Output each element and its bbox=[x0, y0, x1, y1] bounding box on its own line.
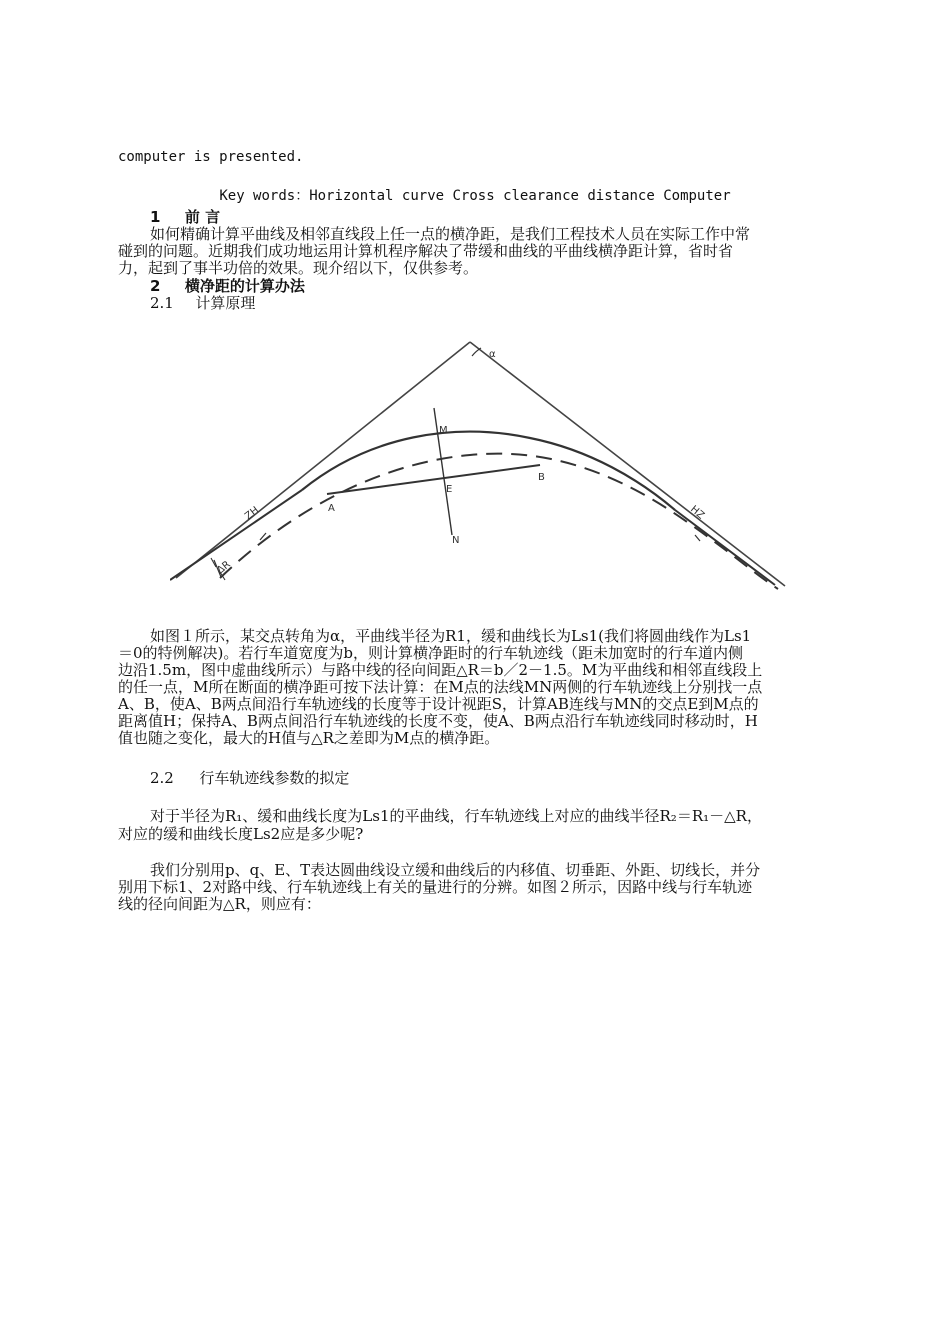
keywords-text: Horizontal curve Cross clearance distance Computer bbox=[309, 188, 731, 204]
figure-paragraph-line-1: 如图１所示，某交点转角为α，平曲线半径为R1，缓和曲线长为Ls1(我们将圆曲线作为Ls1 bbox=[150, 627, 752, 645]
figure-paragraph-line-6: 距离值H；保持A、B两点间沿行车轨迹线的长度不变，使A、B两点沿行车轨迹线同时移动时，H bbox=[118, 712, 758, 730]
section-2-heading bbox=[150, 278, 866, 295]
label-e: E bbox=[446, 484, 453, 495]
section-1-number: 1 bbox=[150, 208, 161, 226]
figure-paragraph-line-4: 的任一点，M所在断面的横净距可按下法计算：在M点的法线MN两侧的行车轨迹线上分别找一点 bbox=[118, 678, 763, 696]
label-n: N bbox=[452, 535, 460, 546]
section-1-paragraph-line-3: 力，起到了事半功倍的效果。现介绍以下，仅供参考。 bbox=[118, 259, 479, 277]
section-1-title: 前 言 bbox=[184, 208, 221, 226]
figure-paragraph-line-5: A、B，使A、B两点间沿行车轨迹线的长度等于设计视距S，计算AB连线与MN的交点E到M点的 bbox=[118, 695, 759, 713]
section-1-paragraph-line-2: 碰到的问题。近期我们成功地运用计算机程序解决了带缓和曲线的平曲线横净距计算，省时省 bbox=[118, 242, 734, 260]
keywords-label: Key words： bbox=[219, 188, 310, 204]
figure-1 bbox=[170, 330, 790, 610]
section-2-2-paragraph-1-line-1: 对于半径为R₁、缓和曲线长度为Ls1的平曲线，行车轨迹线上对应的曲线半径R₂＝R₁－△R， bbox=[150, 807, 762, 825]
figure-1-svg bbox=[170, 330, 790, 610]
label-hz: HZ bbox=[688, 503, 707, 522]
figure-paragraph-line-3: 边沿1.5m，图中虚曲线所示）与路中线的径向间距△R＝b／2－1.5。M为平曲线和相邻直线段上 bbox=[118, 661, 763, 679]
figure-paragraph-line-7: 值也随之变化，最大的H值与△R之差即为M点的横净距。 bbox=[118, 729, 500, 747]
keywords-line bbox=[0, 188, 950, 205]
section-2-1-number: 2.1 bbox=[150, 294, 174, 312]
label-delta-r: ΔR bbox=[215, 559, 233, 577]
section-2-2-paragraph-1-line-2: 对应的缓和曲线长度Ls2应是多少呢? bbox=[118, 825, 364, 843]
label-a: A bbox=[328, 503, 335, 514]
section-1-paragraph-line-1: 如何精确计算平曲线及相邻直线段上任一点的横净距，是我们工程技术人员在实际工作中常 bbox=[150, 225, 751, 243]
section-2-title: 横净距的计算办法 bbox=[184, 277, 305, 295]
section-2-1-heading bbox=[150, 295, 866, 312]
figure-paragraph-line-2: ＝0的特例解决)。若行车道宽度为b，则计算横净距时的行车轨迹线（距未加宽时的行车道内侧 bbox=[118, 644, 744, 662]
figure-background bbox=[170, 330, 790, 610]
section-2-2-number: 2.2 bbox=[150, 769, 174, 787]
label-alpha: α bbox=[489, 349, 496, 360]
label-m: M bbox=[439, 425, 448, 436]
label-zh: ZH bbox=[243, 504, 262, 523]
abstract-tail: computer is presented. bbox=[118, 149, 304, 165]
section-2-2-heading bbox=[150, 770, 866, 787]
label-b: B bbox=[538, 472, 545, 483]
section-2-number: 2 bbox=[150, 277, 161, 295]
section-2-2-paragraph-2-line-3: 线的径向间距为△R，则应有： bbox=[118, 895, 321, 913]
section-2-2-paragraph-2-line-2: 别用下标1、2对路中线、行车轨迹线上有关的量进行的分辨。如图２所示，因路中线与行车轨迹 bbox=[118, 878, 753, 896]
section-2-2-paragraph-2-line-1: 我们分别用p、q、E、T表达圆曲线设立缓和曲线后的内移值、切垂距、外距、切线长，并分 bbox=[150, 861, 761, 879]
section-2-2-title: 行车轨迹线参数的拟定 bbox=[199, 769, 350, 787]
section-1-heading bbox=[150, 209, 866, 226]
section-2-1-title: 计算原理 bbox=[195, 294, 256, 312]
